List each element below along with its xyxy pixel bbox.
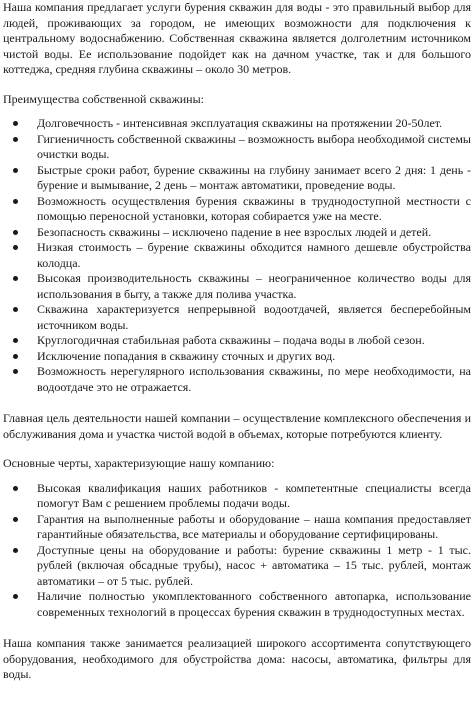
list-item: Наличие полностью укомплектованного собственного автопарка, использование современных технологий в процессах бурения скважин в труднодоступных местах. — [37, 589, 471, 619]
intro-paragraph: Наша компания предлагает услуги бурения скважин для воды - это правильный выбор для людей, проживающих за городом, не имеющих возможности для подключения к центральному водоснабжению. Собственная скважина является долголетним источником чистой воды. Ее использование подойдет как на дачном участке, так и для большого коттеджа, средняя глубина скважины – около 30 метров. — [3, 0, 471, 76]
closing-paragraph: Наша компания также занимается реализацией широкого ассортимента сопутствующего оборудования, необходимого для обустройства дома: насосы, автоматика, фильтры для воды. — [3, 636, 471, 681]
list-item: Скважина характеризуется непрерывной водоотдачей, является бесперебойным источником воды. — [37, 302, 471, 332]
list-item: Безопасность скважины – исключено падение в нее взрослых людей и детей. — [37, 225, 471, 241]
list-item: Высокая производительность скважины – неограниченное количество воды для использования в быту, а также для полива участка. — [37, 271, 471, 301]
advantages-list — [3, 116, 471, 395]
list-item: Возможность осуществления бурения скважины в труднодоступной местности с помощью переносной установки, которая собирается уже на месте. — [37, 193, 471, 223]
list-item: Высокая квалификация наших работников - компетентные специалисты всегда помогут Вам с решением проблемы подачи воды. — [37, 480, 471, 510]
goal-paragraph: Главная цель деятельности нашей компании – осуществление комплексного обеспечения и обслуживания дома и участка чистой водой в объемах, которые потребуются клиенту. — [3, 411, 471, 441]
list-item: Доступные цены на оборудование и работы: бурение скважины 1 метр - 1 тыс. рублей (включая обсадные трубы), насос + автоматика – 15 тыс. рублей, монтаж автоматики – от 5 тыс. рублей. — [37, 542, 471, 588]
list-item: Быстрые сроки работ, бурение скважины на глубину занимает всего 2 дня: 1 день - бурение и вымывание, 2 день – монтаж автоматики, проведение воды. — [37, 162, 471, 192]
list-item: Круглогодичная стабильная работа скважины – подача воды в любой сезон. — [37, 333, 471, 349]
list-item: Возможность нерегулярного использования скважины, по мере необходимости, на водоотдаче это не отражается. — [37, 364, 471, 394]
features-list — [3, 481, 471, 621]
list-item: Гарантия на выполненные работы и оборудование – наша компания предоставляет гарантийные обязательства, все материалы и оборудование сертифицированы. — [37, 511, 471, 541]
features-heading: Основные черты, характеризующие нашу компанию: — [3, 456, 275, 470]
list-item: Исключение попадания в скважину сточных и других вод. — [37, 349, 471, 365]
advantages-heading: Преимущества собственной скважины: — [3, 91, 204, 106]
list-item: Долговечность - интенсивная эксплуатация скважины на протяжении 20-50лет. — [37, 116, 471, 132]
list-item: Низкая стоимость – бурение скважины обходится намного дешевле обустройства колодца. — [37, 240, 471, 270]
list-item: Гигиеничность собственной скважины – возможность выбора необходимой системы очистки воды. — [37, 131, 471, 161]
